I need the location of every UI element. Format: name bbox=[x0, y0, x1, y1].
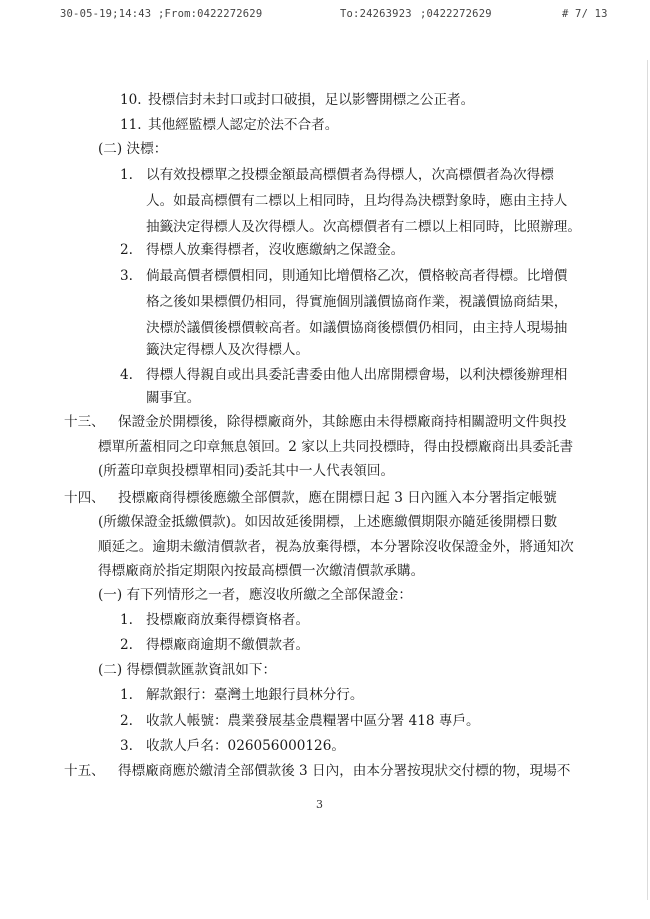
award-item-3-line-3: 決標於議價後標價較高者。如議價協商後標價仍相同，由主持人現場抽 bbox=[146, 320, 568, 336]
fax-datetime: 30-05-19;14:43 bbox=[60, 8, 152, 20]
award-item-4-number: 4. bbox=[120, 367, 133, 383]
fax-header bbox=[0, 8, 650, 26]
award-item-1-line-2: 人。如最高標價有二標以上相同時，且均得為決標對象時，應由主持人 bbox=[146, 193, 568, 209]
award-item-4-line-2: 關事宜。 bbox=[146, 390, 201, 406]
award-item-3-number: 3. bbox=[120, 268, 133, 284]
scan-edge-line bbox=[647, 60, 648, 900]
section-13-line-2: 標單所蓋相同之印章無息領回。2 家以上共同投標時，得由投標廠商出具委託書 bbox=[98, 439, 574, 455]
section-13-line-1: 保證金於開標後，除得標廠商外，其餘應由未得標廠商持相關證明文件與投 bbox=[118, 414, 567, 430]
award-item-3-line-2: 格之後如果標價仍相同，得實施個別議價協商作業，視議價協商結果， bbox=[146, 294, 568, 310]
award-item-1-line-3: 抽籤決定得標人及次得標人。次高標價者有二標以上相同時，比照辦理。 bbox=[146, 219, 581, 235]
sub-2-item-3-number: 3. bbox=[120, 738, 133, 754]
section-14-line-1: 投標廠商得標後應繳全部價款，應在開標日起 3 日內匯入本分署指定帳號 bbox=[118, 490, 557, 506]
page-number: 3 bbox=[316, 798, 323, 811]
section-14-line-3: 順延之。逾期未繳清價款者，視為放棄得標，本分署除沒收保證金外，將通知次 bbox=[98, 539, 574, 555]
award-item-4-line-1: 得標人得親自或出具委託書委由他人出席開標會場，以利決標後辦理相 bbox=[146, 367, 568, 383]
item-11-number: 11. bbox=[120, 117, 142, 133]
award-item-2-number: 2. bbox=[120, 242, 133, 258]
sub-1-item-1-number: 1. bbox=[120, 612, 133, 628]
section-13-number: 十三、 bbox=[64, 414, 105, 430]
item-10-text: 投標信封未封口或封口破損，足以影響開標之公正者。 bbox=[148, 92, 475, 108]
section-14-sub-2-heading: (二) 得標價款匯款資訊如下： bbox=[98, 662, 277, 678]
section-14-line-2: (所繳保證金抵繳價款)。如因故延後開標，上述應繳價期限亦隨延後開標日數 bbox=[98, 514, 558, 530]
sub-2-item-1-number: 1. bbox=[120, 687, 133, 703]
section-15-number: 十五、 bbox=[64, 763, 105, 779]
fax-page: # 7/ 13 bbox=[562, 8, 608, 20]
sub-2-item-3-text: 收款人戶名：026056000126。 bbox=[146, 738, 345, 754]
section-15-text: 得標廠商應於繳清全部價款後 3 日內，由本分署按現狀交付標的物，現場不 bbox=[118, 763, 571, 779]
section-13-line-3: (所蓋印章與投標單相同)委託其中一人代表領回。 bbox=[98, 463, 395, 479]
sub-2-item-2-number: 2. bbox=[120, 713, 133, 729]
award-heading: (二) 決標： bbox=[98, 141, 168, 157]
section-14-sub-1-heading: (一) 有下列情形之一者，應沒收所繳之全部保證金： bbox=[98, 587, 412, 603]
sub-1-item-2-text: 得標廠商逾期不繳價款者。 bbox=[146, 637, 310, 653]
award-item-1-number: 1. bbox=[120, 167, 133, 183]
award-item-2-line-1: 得標人放棄得標者，沒收應繳納之保證金。 bbox=[146, 242, 405, 258]
item-11-text: 其他經監標人認定於法不合者。 bbox=[148, 117, 339, 133]
section-14-number: 十四、 bbox=[64, 490, 105, 506]
fax-to: To:24263923 bbox=[340, 8, 412, 20]
award-item-1-line-1: 以有效投標單之投標金額最高標價者為得標人，次高標價者為次得標 bbox=[146, 167, 554, 183]
item-10-number: 10. bbox=[120, 92, 142, 108]
section-14-line-4: 得標廠商於指定期限內按最高標價一次繳清價款承購。 bbox=[98, 563, 425, 579]
fax-from: ;From:0422272629 bbox=[158, 8, 263, 20]
sub-1-item-1-text: 投標廠商放棄得標資格者。 bbox=[146, 612, 310, 628]
sub-2-item-1-text: 解款銀行：臺灣土地銀行員林分行。 bbox=[146, 687, 364, 703]
award-item-3-line-4: 籤決定得標人及次得標人。 bbox=[146, 342, 310, 358]
fax-sender: ;0422272629 bbox=[420, 8, 492, 20]
award-item-3-line-1: 倘最高價者標價相同，則通知比增價格乙次，價格較高者得標。比增價 bbox=[146, 268, 568, 284]
sub-1-item-2-number: 2. bbox=[120, 637, 133, 653]
sub-2-item-2-text: 收款人帳號：農業發展基金農糧署中區分署 418 專戶。 bbox=[146, 713, 480, 729]
